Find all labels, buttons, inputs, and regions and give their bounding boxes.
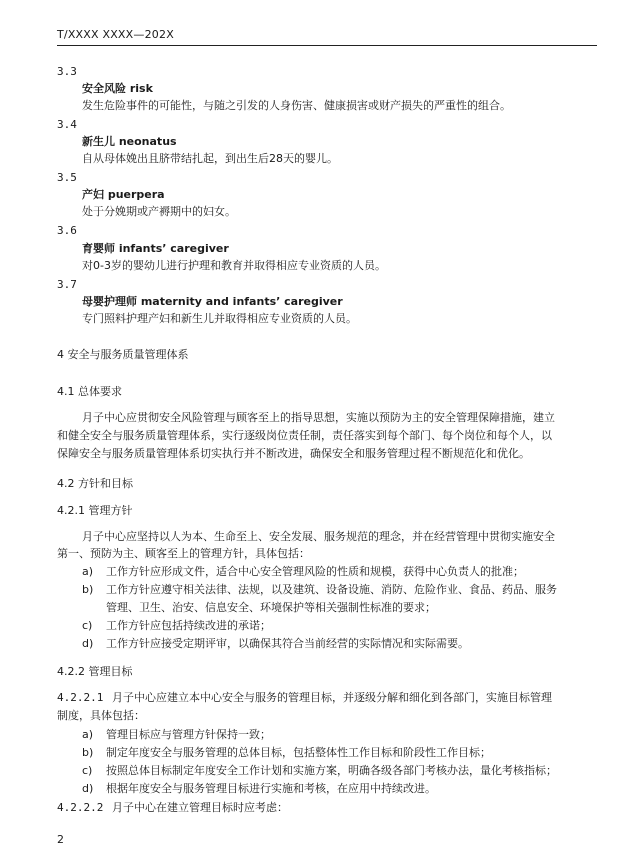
list-item-key: b) (82, 746, 94, 759)
list-item-text: 按照总体目标制定年度安全工作计划和实施方案，明确各级各部门考核办法，量化考核指标； (106, 764, 557, 777)
subsection-heading: 4.2 方针和目标 (57, 477, 133, 490)
paragraph-line: 月子中心应贯彻安全风险管理与顾客至上的指导思想，实施以预防为主的安全管理保障措施，建立 (82, 411, 555, 424)
section-heading: 4 安全与服务质量管理体系 (57, 348, 189, 361)
definition-term: 产妇 puerpera (82, 188, 165, 201)
definition-term: 育婴师 infants’ caregiver (82, 242, 229, 255)
list-item-text: 根据年度安全与服务管理目标进行实施和考核，在应用中持续改进。 (106, 782, 436, 795)
list-item-key: d) (82, 782, 94, 795)
list-item-key: c) (82, 619, 93, 632)
definition-number: 3.6 (57, 224, 77, 237)
definition-text: 处于分娩期或产褥期中的妇女。 (82, 205, 236, 218)
paragraph-line: 和健全安全与服务质量管理体系，实行逐级岗位责任制，责任落实到每个部门、每个岗位和每个人，以 (57, 429, 552, 442)
page-number: 2 (57, 833, 64, 846)
paragraph-line: 月子中心在建立管理目标时应考虑： (112, 801, 288, 814)
subsection-heading: 4.2.2 管理目标 (57, 665, 133, 678)
paragraph-line: 保障安全与服务质量管理体系切实执行并不断改进，确保安全和服务管理过程不断规范化和优化。 (57, 447, 530, 460)
definition-number: 3.7 (57, 278, 77, 291)
list-item-text: 管理目标应与管理方针保持一致； (106, 728, 271, 741)
paragraph-line: 月子中心应坚持以人为本、生命至上、安全发展、服务规范的理念，并在经营管理中贯彻实施安全 (82, 530, 555, 543)
definition-term: 安全风险 risk (82, 82, 153, 95)
list-item-text: 工作方针应接受定期评审，以确保其符合当前经营的实际情况和实际需要。 (106, 637, 469, 650)
paragraph-line: 第一、预防为主、顾客至上的管理方针，具体包括： (57, 547, 310, 560)
definition-number: 3.4 (57, 118, 77, 131)
list-item-key: a) (82, 565, 94, 578)
paragraph-line: 月子中心应建立本中心安全与服务的管理目标，并逐级分解和细化到各部门，实施目标管理 (112, 691, 552, 704)
definition-number: 3.3 (57, 65, 77, 78)
subsection-heading: 4.2.1 管理方针 (57, 504, 133, 517)
header-divider (57, 45, 597, 46)
list-item-text: 管理、卫生、治安、信息安全、环境保护等相关强制性标准的要求； (106, 601, 436, 614)
clause-number: 4.2.2.2 (57, 801, 104, 814)
list-item-text: 工作方针应包括持续改进的承诺； (106, 619, 271, 632)
definition-number: 3.5 (57, 171, 77, 184)
document-header-id: T/XXXX XXXX—202X (57, 28, 174, 41)
clause-number: 4.2.2.1 (57, 691, 104, 704)
list-item-text: 工作方针应遵守相关法律、法规，以及建筑、设备设施、消防、危险作业、食品、药品、服务 (106, 583, 557, 596)
definition-text: 专门照料护理产妇和新生儿并取得相应专业资质的人员。 (82, 312, 357, 325)
list-item-text: 工作方针应形成文件，适合中心安全管理风险的性质和规模，获得中心负责人的批准； (106, 565, 524, 578)
definition-term: 新生儿 neonatus (82, 135, 177, 148)
definition-text: 发生危险事件的可能性，与随之引发的人身伤害、健康损害或财产损失的严重性的组合。 (82, 99, 511, 112)
list-item-text: 制定年度安全与服务管理的总体目标，包括整体性工作目标和阶段性工作目标； (106, 746, 491, 759)
definition-text: 对0-3岁的婴幼儿进行护理和教育并取得相应专业资质的人员。 (82, 259, 386, 272)
subsection-heading: 4.1 总体要求 (57, 385, 122, 398)
list-item-key: b) (82, 583, 94, 596)
list-item-key: a) (82, 728, 94, 741)
definition-term: 母婴护理师 maternity and infants’ caregiver (82, 295, 343, 308)
paragraph-line: 制度，具体包括： (57, 709, 145, 722)
definition-text: 自从母体娩出且脐带结扎起，到出生后28天的婴儿。 (82, 152, 338, 165)
list-item-key: d) (82, 637, 94, 650)
list-item-key: c) (82, 764, 93, 777)
